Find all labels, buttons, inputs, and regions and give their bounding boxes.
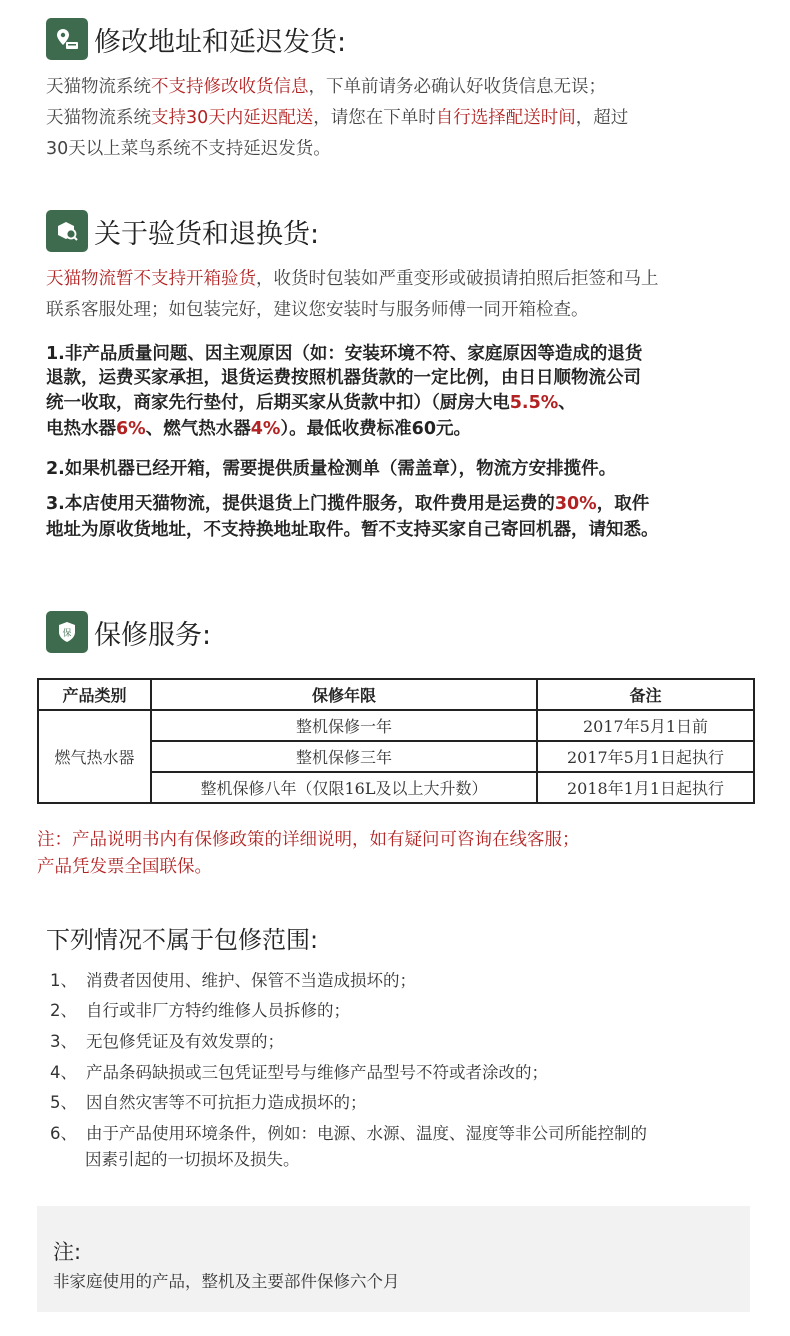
inspection-line-2: 联系客服处理；如包装完好，建议您安装时与服务师傅一同开箱检查。 <box>46 300 589 320</box>
list-item: 4、 产品条码缺损或三包凭证型号与维修产品型号不符或者涂改的； <box>50 1063 548 1082</box>
list-item-continuation: 因素引起的一切损坏及损失。 <box>85 1150 300 1169</box>
policy-1-line-4: 电热水器6%、燃气热水器4%）。最低收费标准60元。 <box>46 419 472 439</box>
list-item: 3、 无包修凭证及有效发票的； <box>50 1032 284 1051</box>
policy-3-line-2: 地址为原收货地址，不支持换地址取件。暂不支持买家自己寄回机器，请知悉。 <box>46 520 659 540</box>
policy-1-line-2: 退款，运费买家承担，退货运费按照机器货款的一定比例，由日日顺物流公司 <box>46 368 641 388</box>
list-item: 2、 自行或非厂方特约维修人员拆修的； <box>50 1001 350 1020</box>
svg-text:保: 保 <box>62 629 72 639</box>
shield-badge-icon <box>46 611 88 653</box>
list-item: 1、 消费者因使用、维护、保管不当造成损坏的； <box>50 971 416 990</box>
inspection-line-1: 天猫物流暂不支持开箱验货，收货时包装如严重变形或破损请拍照后拒签和马上 <box>46 269 659 289</box>
table-cell: 整机保修三年 <box>151 741 537 772</box>
address-line-2: 天猫物流系统支持30天内延迟配送，请您在下单时自行选择配送时间，超过 <box>46 108 629 128</box>
table-cell: 整机保修一年 <box>151 710 537 741</box>
location-pin-icon <box>46 18 88 60</box>
table-row <box>38 710 754 741</box>
table-header: 产品类别 <box>38 679 151 710</box>
warranty-section-header <box>46 611 211 653</box>
footnote-text: 非家庭使用的产品，整机及主要部件保修六个月 <box>53 1272 400 1291</box>
warranty-note-1: 注：产品说明书内有保修政策的详细说明，如有疑问可咨询在线客服； <box>37 830 580 850</box>
section-title: 关于验货和退换货: <box>94 218 320 250</box>
table-cell: 整机保修八年（仅限16L及以上大升数） <box>151 772 537 803</box>
table-cell: 2017年5月1日起执行 <box>537 741 754 772</box>
list-item: 6、 由于产品使用环境条件，例如：电源、水源、温度、湿度等非公司所能控制的 <box>50 1124 647 1143</box>
inspection-section-header <box>46 210 319 252</box>
policy-3-line-1: 3.本店使用天猫物流，提供退货上门揽件服务，取件费用是运费的30%，取件 <box>46 494 650 514</box>
address-section-header <box>46 18 346 60</box>
table-cell-category: 燃气热水器 <box>38 710 151 803</box>
exclusions-title: 下列情况不属于包修范围: <box>46 926 319 954</box>
section-title: 修改地址和延迟发货: <box>94 26 347 58</box>
policy-1-line-1: 1.非产品质量问题、因主观原因（如：安装环境不符、家庭原因等造成的退货 <box>46 344 643 364</box>
list-item: 5、 因自然灾害等不可抗拒力造成损坏的； <box>50 1093 367 1112</box>
table-header: 备注 <box>537 679 754 710</box>
policy-2: 2.如果机器已经开箱，需要提供质量检测单（需盖章），物流方安排揽件。 <box>46 459 617 479</box>
address-line-1: 天猫物流系统不支持修改收货信息，下单前请务必确认好收货信息无误； <box>46 77 606 97</box>
footnote-title: 注: <box>53 1240 82 1264</box>
table-cell: 2018年1月1日起执行 <box>537 772 754 803</box>
policy-1-line-3: 统一收取，商家先行垫付，后期买家从货款中扣）（厨房大电5.5%、 <box>46 393 576 413</box>
warranty-note-2: 产品凭发票全国联保。 <box>37 857 212 877</box>
section-title: 保修服务: <box>94 619 212 651</box>
footnote-box <box>37 1206 750 1312</box>
warranty-table <box>37 678 755 804</box>
table-cell: 2017年5月1日前 <box>537 710 754 741</box>
inspect-box-icon <box>46 210 88 252</box>
address-line-3: 30天以上菜鸟系统不支持延迟发货。 <box>46 139 331 159</box>
table-header: 保修年限 <box>151 679 537 710</box>
